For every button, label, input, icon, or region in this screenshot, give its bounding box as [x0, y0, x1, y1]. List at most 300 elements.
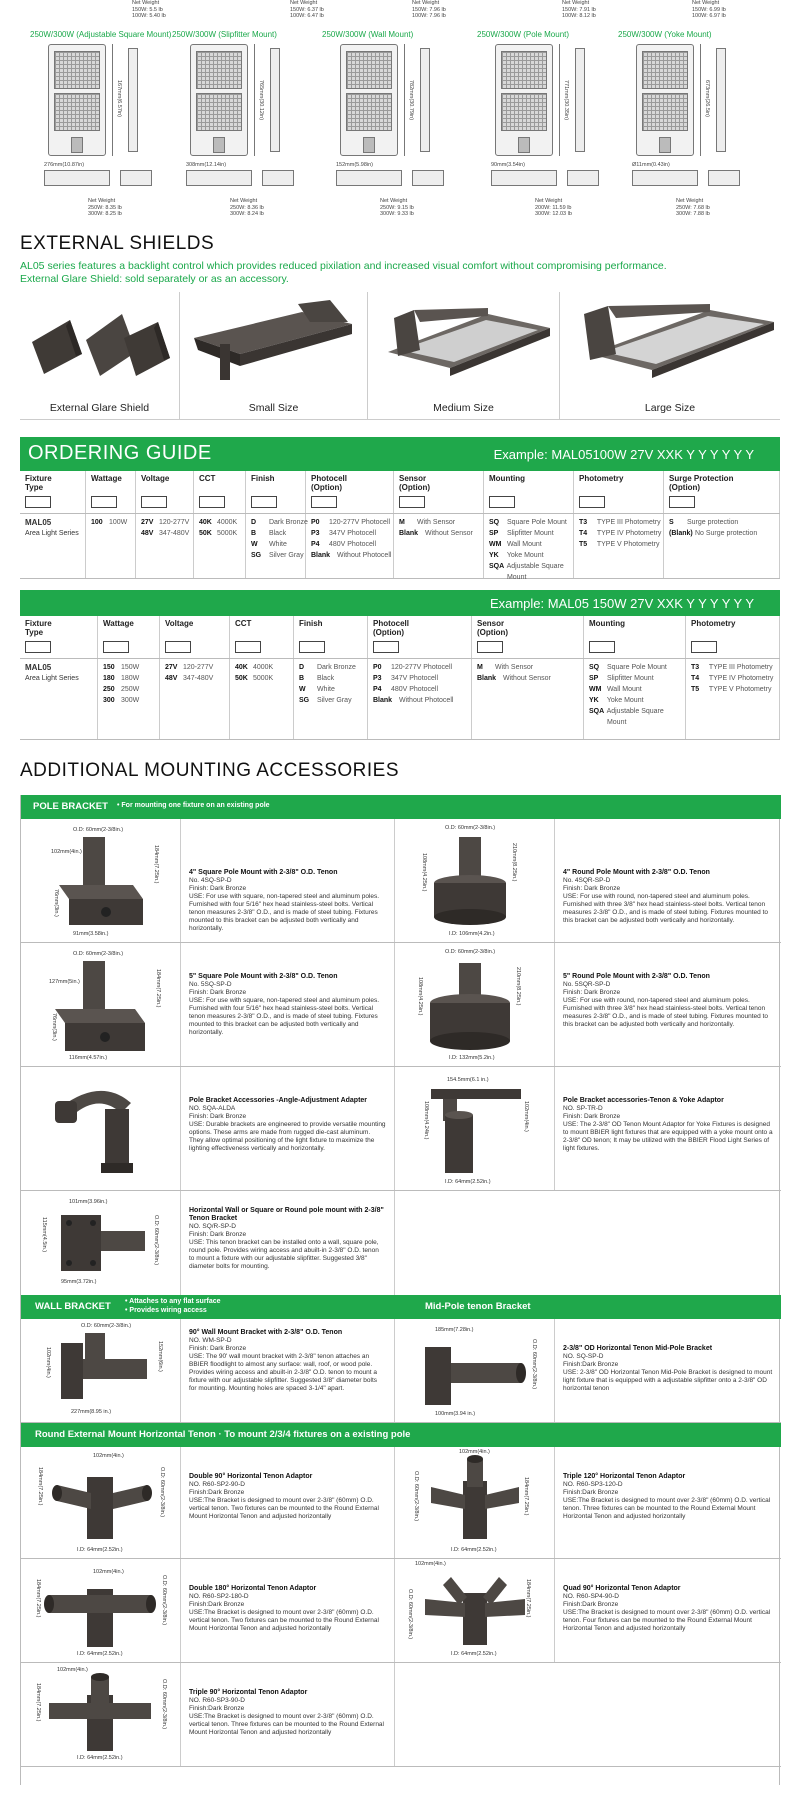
- option-label: 480V Photocell: [390, 686, 439, 693]
- top-weight-2: Net Weight 150W: 6.37 lb 100W: 6.47 lb: [290, 0, 324, 19]
- ordering-option: [165, 662, 213, 673]
- option-label: Silver Gray: [316, 697, 352, 704]
- ordering-col-photocell: [368, 616, 472, 739]
- ordering-option: [311, 539, 391, 550]
- medium-shield-image: [368, 292, 560, 392]
- ordering-code-box: [589, 641, 615, 653]
- ordering-option: [235, 673, 273, 684]
- ordering-table-1: [20, 471, 780, 579]
- ordering-option: [489, 550, 567, 561]
- option-label: Mount: [506, 574, 527, 581]
- option-code: SQ: [589, 664, 600, 671]
- ordering-col-header: Sensor (Option): [399, 474, 431, 492]
- option-code: 50K: [235, 675, 248, 682]
- option-label: Square Pole Mount: [506, 519, 567, 526]
- alda-description: Pole Bracket Accessories -Angle-Adjustment Adapter NO. SQA-ALDA Finish: Dark Bronze USE: Durable brackets are engineered to provide versatile mounting options. These arms are made from rugged die-cast aluminum. They allow optimal positioning of the light fixture to maximize the lighting effectiveness vertically and horizontally.: [181, 1067, 395, 1190]
- ordering-col-header: Fixture Type: [25, 474, 52, 492]
- ordering-col-header: Sensor (Option): [477, 619, 509, 637]
- sq5-image: O.D: 60mm(2-3/8in.) 127mm(5in.) 184mm(7.25in.) 76mm(3in.) 116mm(4.57in.): [21, 943, 181, 1066]
- ordering-option: [477, 662, 551, 673]
- option-label: Without Photocell: [336, 552, 392, 559]
- ordering-col-header: Mounting: [489, 474, 525, 483]
- ordering-code-box: [311, 496, 337, 508]
- shield-medium: [368, 292, 560, 420]
- ordering-col-header: Wattage: [91, 474, 122, 483]
- mid-pole-label: Mid-Pole tenon Bracket: [425, 1301, 531, 1312]
- ordering-col-sensor: [472, 616, 584, 739]
- accessory-row-1: [21, 819, 781, 943]
- double-90-description: Double 90° Horizontal Tenon Adaptor NO. R60-SP2-90-D Finish:Dark Bronze USE:The Bracket is designed to mount over 2-3/8" (60mm) O.D. vertical tenon. Two fixtures can be mounted to the Round External Mount Horizontal Tenon and adjusted horizontally: [181, 1447, 395, 1558]
- pole-bracket-note: • For mounting one fixture on an existing pole: [117, 802, 270, 809]
- option-code: 40K: [199, 519, 212, 526]
- option-label: Without Sensor: [424, 530, 473, 537]
- shield-caption: Small Size: [248, 402, 299, 414]
- ordering-option: [103, 662, 139, 673]
- option-code: 50K: [199, 530, 212, 537]
- drawing-title: 250W/300W (Pole Mount): [477, 30, 570, 39]
- large-shield-image: [560, 292, 780, 392]
- ordering-options: [299, 662, 356, 706]
- ordering-col-photocell: [306, 471, 394, 578]
- option-code: Blank: [399, 530, 419, 537]
- quad-90-image: 102mm(4in.) 184mm(7.25in.) O.D: 60mm(2-3/8in.) I.D: 64mm(2.52in.): [395, 1559, 555, 1662]
- ordering-code-box: [579, 496, 605, 508]
- option-label: Adjustable Square: [506, 563, 564, 570]
- ordering-option: [103, 695, 139, 706]
- ordering-col-surge: [664, 471, 780, 578]
- ordering-option: [589, 695, 667, 706]
- drawing-weight: Net Weight 250W: 7.68 lb 300W: 7.88 lb: [676, 198, 710, 217]
- ordering-option: [489, 528, 567, 539]
- ordering-col-header: Photocell (Option): [311, 474, 348, 492]
- drawing-dim-bottom: 90mm(3.54in): [491, 162, 525, 168]
- ordering-code-box: [25, 496, 51, 508]
- ordering-col-header: Wattage: [103, 619, 134, 628]
- ordering-option: [299, 695, 356, 706]
- accessory-row-4: [21, 1191, 781, 1295]
- option-label: 347V Photocell: [390, 675, 439, 682]
- ordering-option: [589, 662, 667, 673]
- option-code: B: [299, 675, 305, 682]
- ordering-option: [299, 684, 356, 695]
- option-label: With Sensor: [416, 519, 456, 526]
- option-label: Silver Gray: [268, 552, 304, 559]
- ordering-options: [477, 662, 551, 684]
- option-code: P0: [373, 664, 382, 671]
- ordering-col-header: Fixture Type: [25, 619, 52, 637]
- ordering-options: [141, 517, 189, 539]
- sq4-description: 4" Square Pole Mount with 2-3/8" O.D. Tenon No. 4SQ-SP-D Finish: Dark Bronze USE: For use with square, non-tapered steel and aluminum poles. Furnished with four 5/16" hex head stainless-steel bolts. Vertical tenon measures 2-3/8" O.D., and is made of steel tubing. Fixtures mounted to this bracket can be adjusted both vertically and horizontally.: [181, 819, 395, 942]
- option-code: (Blank): [669, 530, 693, 537]
- round-external-bar: [21, 1423, 781, 1447]
- wall-square-image: 101mm(3.96in.) O.D: 60mm(2-3/8in.) 115mm(4.5in.) 95mm(3.72in.): [21, 1191, 181, 1295]
- option-label: With Sensor: [494, 664, 534, 671]
- accessories-title: ADDITIONAL MOUNTING ACCESSORIES: [20, 760, 400, 781]
- ordering-code-box: [299, 641, 325, 653]
- mid-pole-description: 2-3/8" OD Horizontal Tenon Mid-Pole Bracket NO. SQ-SP-D Finish:Dark Bronze USE: 2-3/8" OD Horizontal Tenon Mid-Pole Bracket is designed to mount light fixture that is equipped with a adjustable slipfitter onto a 2-3/8" OD horizontal tenon: [563, 1345, 773, 1392]
- ordering-option: [489, 561, 567, 572]
- option-label: Slipfitter Mount: [606, 675, 654, 682]
- ordering-code-box: [251, 496, 277, 508]
- ordering-divider: [20, 658, 780, 659]
- option-label: 150W: [120, 664, 140, 671]
- shields-description: [20, 260, 667, 285]
- ordering-options: [165, 662, 213, 684]
- option-code: P4: [373, 686, 382, 693]
- option-label: TYPE V Photometry: [708, 686, 772, 693]
- ordering-option: [373, 684, 453, 695]
- fixture-front-view: [495, 44, 553, 156]
- shields-desc-line2: External Glare Shield: sold separately or as an accessory.: [20, 272, 289, 285]
- ordering-option: [299, 673, 356, 684]
- drawing-weight: Net Weight 250W: 8.36 lb 300W: 8.24 lb: [230, 198, 264, 217]
- drawing-dim-bottom: 276mm(10.87in): [44, 162, 85, 168]
- option-label: 4000K: [252, 664, 274, 671]
- ordering-code-box: [199, 496, 225, 508]
- ordering-option: [579, 539, 661, 550]
- option-label: No Surge protection: [694, 530, 758, 537]
- option-code: T4: [691, 675, 700, 682]
- option-code: SG: [251, 552, 262, 559]
- shield-large: [560, 292, 780, 420]
- drawing-weight: Net Weight 250W: 8.35 lb 300W: 8.25 lb: [88, 198, 122, 217]
- drawing-dim-side: 765mm(30.12in): [258, 80, 264, 121]
- accessory-row-8: [21, 1663, 781, 1767]
- ordering-options: [25, 662, 79, 684]
- option-label: 120-277V Photocell: [390, 664, 453, 671]
- ordering-options: [199, 517, 237, 539]
- ordering-col-wattage: [98, 616, 160, 739]
- ordering-col-finish: [294, 616, 368, 739]
- ordering-code-box: [489, 496, 515, 508]
- fixture-side-view: [575, 48, 585, 152]
- fixture-side-view: [420, 48, 430, 152]
- ordering-option: [399, 517, 473, 528]
- option-label: 120-277V: [158, 519, 190, 526]
- glare-shield-image: [20, 292, 180, 392]
- option-label: Wall Mount: [506, 541, 542, 548]
- accessory-row-6: [21, 1447, 781, 1559]
- ordering-option: [691, 662, 773, 673]
- option-code: M: [477, 664, 483, 671]
- top-weight-5: Net Weight 150W: 6.99 lb 100W: 6.97 lb: [692, 0, 726, 19]
- ordering-option: [589, 717, 667, 728]
- ordering-options: [399, 517, 473, 539]
- ordering-col-header: Voltage: [141, 474, 170, 483]
- ordering-option: [477, 673, 551, 684]
- drawing-dim-side: 782mm(30.79in): [408, 80, 414, 121]
- ordering-option: [103, 673, 139, 684]
- drawing-adjustable-square: [30, 30, 170, 228]
- ordering-options: [235, 662, 273, 684]
- option-code: S: [669, 519, 674, 526]
- option-label: Black: [316, 675, 335, 682]
- rd4-image: O.D: 60mm(2-3/8in.) 210mm(8.25in.) 108mm(4.25in.) I.D: 106mm(4.2in.): [395, 819, 555, 942]
- ordering-option: [669, 528, 757, 539]
- drawing-weight: Net Weight 250W: 9.15 lb 300W: 9.33 lb: [380, 198, 414, 217]
- double-180-description: Double 180° Horizontal Tenon Adaptor NO. R60-SP2-180-D Finish:Dark Bronze USE:The Bracket is designed to mount over 2-3/8" (60mm) O.D. vertical tenon. Two fixtures can be mounted to the Round External Mount Horizontal Tenon and adjusted horizontally: [181, 1559, 395, 1662]
- option-code: SQA: [589, 708, 605, 715]
- top-weight-1: Net Weight 150W: 5.5 lb 100W: 5.40 lb: [132, 0, 166, 19]
- ordering-code-box: [669, 496, 695, 508]
- accessory-row-7: [21, 1559, 781, 1663]
- ordering-options: [311, 517, 391, 561]
- top-weight-3: Net Weight 150W: 7.96 lb 100W: 7.96 lb: [412, 0, 446, 19]
- ordering-col-header: Finish: [299, 619, 323, 628]
- drawing-title: 250W/300W (Wall Mount): [322, 30, 414, 39]
- ordering-option: [373, 662, 453, 673]
- option-label: 180W: [120, 675, 140, 682]
- option-label: 347-480V: [182, 675, 214, 682]
- triple-120-description: Triple 120° Horizontal Tenon Adaptor NO. R60-SP3-120-D Finish:Dark Bronze USE:The Bracket is designed to mount over 2-3/8" (60mm) O.D. vertical tenon. Three fixtures can be mounted to the Round External Mount Horizontal Tenon and adjusted horizontally: [563, 1473, 771, 1520]
- option-code: D: [251, 519, 257, 526]
- ordering-col-photometry: [574, 471, 664, 578]
- ordering-option: [165, 673, 213, 684]
- option-code: 250: [103, 686, 115, 693]
- option-code: Blank: [477, 675, 497, 682]
- option-label: Square Pole Mount: [606, 664, 667, 671]
- option-code: 48V: [141, 530, 154, 537]
- option-code: M: [399, 519, 405, 526]
- accessory-row-3: [21, 1067, 781, 1191]
- drawing-title: 250W/300W (Adjustable Square Mount): [30, 30, 172, 39]
- ordering-option: [691, 673, 773, 684]
- ordering-option: [251, 550, 308, 561]
- fixture-series: Area Light Series: [25, 675, 79, 682]
- drawing-weight: Net Weight 200W: 11.59 lb 300W: 12.03 lb: [535, 198, 572, 217]
- option-code: 27V: [165, 664, 178, 671]
- ordering-option: [235, 662, 273, 673]
- drawing-pole-mount: [477, 30, 617, 228]
- option-label: TYPE III Photometry: [708, 664, 773, 671]
- yoke-adaptor-description: Pole Bracket accessories-Tenon & Yoke Adaptor NO. SP-TR-D Finish: Dark Bronze USE: The 2-3/8" OD Tenon Mount Adaptor for Yoke Fixtures is designed to mount BBIER light fixtures that are equipped with a yoke mount onto a 2-3/8" OD tenon; It may be utilized with the BBIER Flood Light Series of light fixtures.: [563, 1097, 773, 1152]
- ordering-col-finish: [246, 471, 306, 578]
- ordering-option: [141, 528, 189, 539]
- option-label: White: [268, 541, 287, 548]
- ordering-col-cct: [230, 616, 294, 739]
- ordering-code-box: [141, 496, 167, 508]
- accessory-row-2: [21, 943, 781, 1067]
- ordering-col-voltage: [136, 471, 194, 578]
- ordering-option: [199, 528, 237, 539]
- option-label: Wall Mount: [606, 686, 642, 693]
- ordering-options: [489, 517, 567, 583]
- option-label: Yoke Mount: [506, 552, 544, 559]
- option-code: P0: [311, 519, 320, 526]
- drawing-dim-side: 167mm(6.57in): [116, 80, 122, 117]
- fixture-side-view: [128, 48, 138, 152]
- ordering-option: [373, 695, 453, 706]
- option-label: Mount: [606, 719, 627, 726]
- ordering-col-sensor: [394, 471, 484, 578]
- dimension-drawings: [22, 0, 778, 228]
- ordering-table-2: [20, 616, 780, 740]
- option-code: 180: [103, 675, 115, 682]
- fixture-front-view: [636, 44, 694, 156]
- ordering-col-header: Surge Protection (Option): [669, 474, 734, 492]
- ordering-option: [589, 673, 667, 684]
- option-label: 4000K: [216, 519, 238, 526]
- yoke-adaptor-image: 154.5mm(6.1 in.) 108mm(4.24in.) 102mm(4in.) I.D: 64mm(2.52in.): [395, 1067, 555, 1190]
- ordering-code-box: [165, 641, 191, 653]
- option-label: 347-480V: [158, 530, 190, 537]
- ordering-option: [579, 517, 661, 528]
- ordering-option: [373, 673, 453, 684]
- option-label: 347V Photocell: [328, 530, 377, 537]
- sq4-image: O.D: 60mm(2-3/8in.) 102mm(4in.) 184mm(7.25in.) 76mm(3in.) 91mm(3.58in.): [21, 819, 181, 942]
- option-code: P4: [311, 541, 320, 548]
- ordering-option: [579, 528, 661, 539]
- ordering-col-wattage: [86, 471, 136, 578]
- double-90-image: 102mm(4in.) 184mm(7.25in.) O.D: 60mm(2-3/8in.) I.D: 64mm(2.52in.): [21, 1447, 181, 1558]
- option-code: 48V: [165, 675, 178, 682]
- option-code: P3: [311, 530, 320, 537]
- option-code: T4: [579, 530, 588, 537]
- option-code: SG: [299, 697, 310, 704]
- ordering-col-header: Voltage: [165, 619, 194, 628]
- pole-bracket-bar: [21, 795, 781, 819]
- quad-90-description: Quad 90° Horizontal Tenon Adaptor NO. R60-SP4-90-D Finish:Dark Bronze USE:The Bracket is designed to mount over 2-3/8" (60mm) O.D. vertical tenon. Four fixtures can be mounted to the Round External Mount Horizontal Tenon and adjusted horizontally: [563, 1585, 771, 1632]
- option-label: TYPE V Photometry: [596, 541, 660, 548]
- ordering-col-voltage: [160, 616, 230, 739]
- ordering-col-header: Finish: [251, 474, 275, 483]
- option-code: YK: [589, 697, 599, 704]
- option-code: T5: [691, 686, 700, 693]
- fixture-front-view: [340, 44, 398, 156]
- ordering-code-box: [399, 496, 425, 508]
- option-label: Dark Bronze: [268, 519, 308, 526]
- ordering-col-header: Photocell (Option): [373, 619, 410, 637]
- drawing-slipfitter: [172, 30, 312, 228]
- option-code: 40K: [235, 664, 248, 671]
- option-code: 100: [91, 519, 103, 526]
- fixture-front-view: [48, 44, 106, 156]
- ordering-option: [91, 517, 127, 528]
- ordering-option: [399, 528, 473, 539]
- drawing-dim-bottom: 152mm(5.98in): [336, 162, 373, 168]
- option-code: P3: [373, 675, 382, 682]
- option-code: W: [251, 541, 258, 548]
- shield-caption: Medium Size: [433, 402, 494, 414]
- ordering-col-header: Photometry: [579, 474, 624, 483]
- ordering-code-box: [477, 641, 503, 653]
- ordering-col-mounting: [484, 471, 574, 581]
- option-label: 120-277V: [182, 664, 214, 671]
- option-code: 300: [103, 697, 115, 704]
- ordering-option: [299, 662, 356, 673]
- wall-mount-description: 90° Wall Mount Bracket with 2-3/8" O.D. Tenon NO. WM-SP-D Finish: Dark Bronze USE: The 90' wall mount bracket with 2-3/8" tenon attaches an BBIER floodlight to almost any surface: wall, roof, or wood pole. Provides wiring access and abuilt-in 2-3/8" O.D. tenon to mount a fixture with our adjustable slipfitter. Suggested 3/8" diameter bolts for mounting. Mounting holes are spaced 3-1/4" apart.: [181, 1319, 395, 1422]
- shield-caption: External Glare Shield: [49, 402, 150, 414]
- option-label: Surge protection: [686, 519, 739, 526]
- option-code: T3: [691, 664, 700, 671]
- ordering-option: [311, 517, 391, 528]
- ordering-options: [91, 517, 127, 528]
- accessories-grid: [20, 795, 780, 1785]
- wall-bracket-note-2: • Provides wiring access: [125, 1307, 207, 1314]
- alda-image: [21, 1067, 181, 1190]
- ordering-code-box: [373, 641, 399, 653]
- option-code: D: [299, 664, 305, 671]
- ordering-options: [669, 517, 757, 539]
- ordering-option: [103, 684, 139, 695]
- ordering-col-header: CCT: [199, 474, 216, 483]
- shield-small: [180, 292, 368, 420]
- option-code: T3: [579, 519, 588, 526]
- shields-title: EXTERNAL SHIELDS: [20, 233, 215, 254]
- shield-external-glare: [20, 292, 180, 420]
- ordering-divider: [20, 513, 780, 514]
- shields-gallery: [20, 292, 780, 420]
- option-label: Dark Bronze: [316, 664, 356, 671]
- top-weight-4: Net Weight 150W: 7.91 lb 100W: 8.12 lb: [562, 0, 596, 19]
- ordering-guide-title: ORDERING GUIDE: [28, 442, 212, 464]
- option-code: SP: [489, 530, 499, 537]
- option-label: 120-277V Photocell: [328, 519, 391, 526]
- option-label: White: [316, 686, 335, 693]
- ordering-option: [251, 517, 308, 528]
- option-label: Without Sensor: [502, 675, 551, 682]
- ordering-col-fixture: [20, 471, 86, 578]
- ordering-col-photometry: [686, 616, 780, 739]
- option-label: 300W: [120, 697, 140, 704]
- ordering-options: [589, 662, 667, 728]
- option-code: YK: [489, 552, 499, 559]
- option-code: SQA: [489, 563, 505, 570]
- small-shield-image: [180, 292, 368, 392]
- option-label: Black: [268, 530, 287, 537]
- fixture-side-view: [716, 48, 726, 152]
- ordering-code-box: [103, 641, 129, 653]
- ordering-option: [691, 684, 773, 695]
- drawing-title: 250W/300W (Slipfitter Mount): [172, 30, 277, 39]
- drawing-dim-side: 673mm(26.5in): [704, 80, 710, 117]
- option-code: W: [299, 686, 306, 693]
- ordering-option: [489, 539, 567, 550]
- sq5-description: 5" Square Pole Mount with 2-3/8" O.D. Tenon No. 5SQ-SP-D Finish: Dark Bronze USE: For use with square, non-tapered steel and aluminum poles. Furnished with four 5/16" hex head stainless-steel bolts. Vertical tenon measures 2-3/8" O.D., and is made of steel tubing. Fixtures mounted to this bracket can be adjusted both vertically and horizontally.: [181, 943, 395, 1066]
- ordering-code-box: [691, 641, 717, 653]
- ordering-option: [589, 684, 667, 695]
- option-code: WM: [489, 541, 502, 548]
- wall-square-description: Horizontal Wall or Square or Round pole mount with 2-3/8" Tenon Bracket NO. SQ/R-SP-D Finish: Dark Bronze USE: This tenon bracket can be installed onto a wall, square pole, round pole. Provides wiring access and abuilt-in 2-3/8" O.D. tenon to mount a fixture with our adjustable slipfitter. Suggested 3/8" diameter bolts for mounting.: [181, 1191, 395, 1295]
- ordering-guide-header-2: [20, 590, 780, 616]
- option-label: Without Photocell: [398, 697, 454, 704]
- ordering-option: [251, 539, 308, 550]
- ordering-options: [103, 662, 139, 706]
- ordering-options: [251, 517, 308, 561]
- ordering-col-header: Mounting: [589, 619, 625, 628]
- double-180-image: 102mm(4in.) 184mm(7.25in.) O.D: 60mm(2-3/8in.) I.D: 64mm(2.52in.): [21, 1559, 181, 1662]
- option-label: 5000K: [216, 530, 238, 537]
- ordering-option: [311, 550, 391, 561]
- option-label: TYPE III Photometry: [596, 519, 661, 526]
- ordering-col-cct: [194, 471, 246, 578]
- wall-bracket-bar: [21, 1295, 781, 1319]
- fixture-code: MAL05: [25, 518, 52, 527]
- ordering-option: [669, 517, 757, 528]
- drawing-wall-mount: [322, 30, 462, 228]
- fixture-series: Area Light Series: [25, 530, 79, 537]
- fixture-code: MAL05: [25, 663, 52, 672]
- ordering-guide-header: [20, 437, 780, 471]
- option-code: SP: [589, 675, 599, 682]
- option-code: B: [251, 530, 257, 537]
- drawing-title: 250W/300W (Yoke Mount): [618, 30, 712, 39]
- ordering-code-box: [91, 496, 117, 508]
- option-label: TYPE IV Photometry: [596, 530, 662, 537]
- ordering-col-fixture: [20, 616, 98, 739]
- drawing-yoke-mount: [618, 30, 758, 228]
- shield-caption: Large Size: [644, 402, 696, 414]
